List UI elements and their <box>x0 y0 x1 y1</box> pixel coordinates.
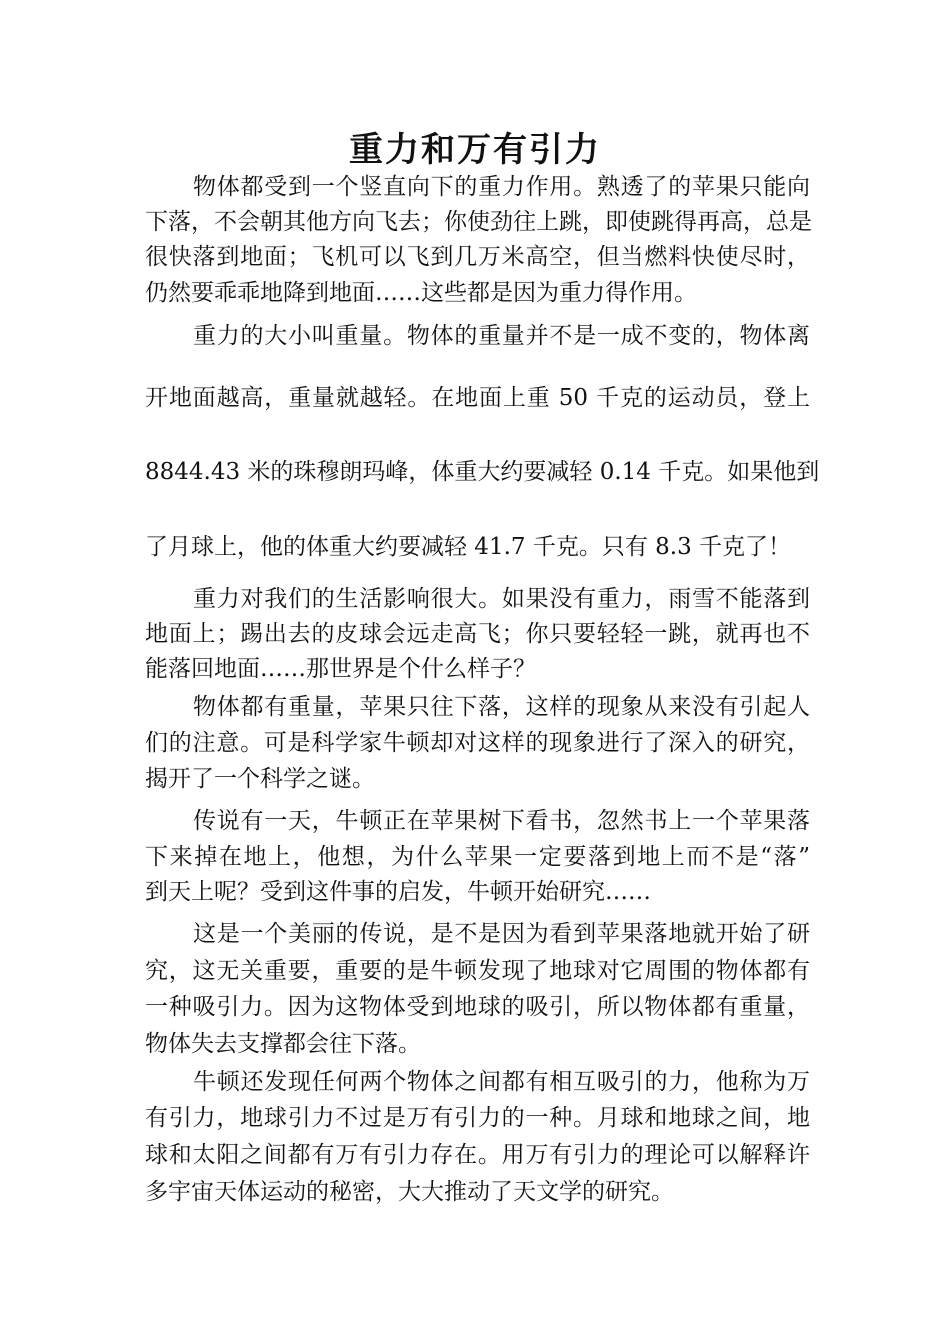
text-line: 下落，不会朝其他方向飞去；你使劲往上跳，即使跳得再高，总是 <box>145 209 812 235</box>
text-line: 物体都有重量，苹果只往下落，这样的现象从来没有引起人 <box>193 694 810 720</box>
text-line: 下来掉在地上，他想，为什么苹果一定要落到地上而不是“落” <box>145 844 810 870</box>
text-line: 一种吸引力。因为这物体受到地球的吸引，所以物体都有重量， <box>145 994 810 1020</box>
text-line: 究，这无关重要，重要的是牛顿发现了地球对它周围的物体都有 <box>145 958 810 984</box>
text-line: 这是一个美丽的传说，是不是因为看到苹果落地就开始了研 <box>193 921 810 947</box>
text-line: 开地面越高，重量就越轻。在地面上重 50 千克的运动员，登上 <box>145 385 810 411</box>
text-line: 8844.43 米的珠穆朗玛峰，体重大约要减轻 0.14 千克。如果他到 <box>145 459 820 485</box>
text-line: 多宇宙天体运动的秘密，大大推动了天文学的研究。 <box>145 1179 674 1205</box>
text-line: 到天上呢？受到这件事的启发，牛顿开始研究…… <box>145 879 651 905</box>
text-line: 传说有一天，牛顿正在苹果树下看书，忽然书上一个苹果落 <box>193 808 810 834</box>
text-line: 有引力，地球引力不过是万有引力的一种。月球和地球之间，地 <box>145 1105 810 1131</box>
text-line: 重力的大小叫重量。物体的重量并不是一成不变的，物体离 <box>193 323 810 349</box>
text-line: 很快落到地面；飞机可以飞到几万米高空，但当燃料快使尽时， <box>145 244 810 270</box>
text-line: 牛顿还发现任何两个物体之间都有相互吸引的力，他称为万 <box>193 1069 810 1095</box>
text-line: 物体失去支撑都会往下落。 <box>145 1031 421 1057</box>
text-line: 们的注意。可是科学家牛顿却对这样的现象进行了深入的研究， <box>145 730 810 756</box>
document-title: 重力和万有引力 <box>349 130 601 170</box>
text-line: 揭开了一个科学之谜。 <box>145 766 375 792</box>
text-line: 物体都受到一个竖直向下的重力作用。熟透了的苹果只能向 <box>193 174 810 200</box>
text-line: 重力对我们的生活影响很大。如果没有重力，雨雪不能落到 <box>193 586 810 612</box>
text-line: 球和太阳之间都有万有引力存在。用万有引力的理论可以解释许 <box>145 1142 810 1168</box>
text-line: 能落回地面……那世界是个什么样子？ <box>145 656 536 682</box>
text-line: 了月球上，他的体重大约要减轻 41.7 千克。只有 8.3 千克了！ <box>145 534 792 560</box>
text-line: 地面上；踢出去的皮球会远走高飞；你只要轻轻一跳，就再也不 <box>145 621 810 647</box>
text-line: 仍然要乖乖地降到地面……这些都是因为重力得作用。 <box>145 280 697 306</box>
